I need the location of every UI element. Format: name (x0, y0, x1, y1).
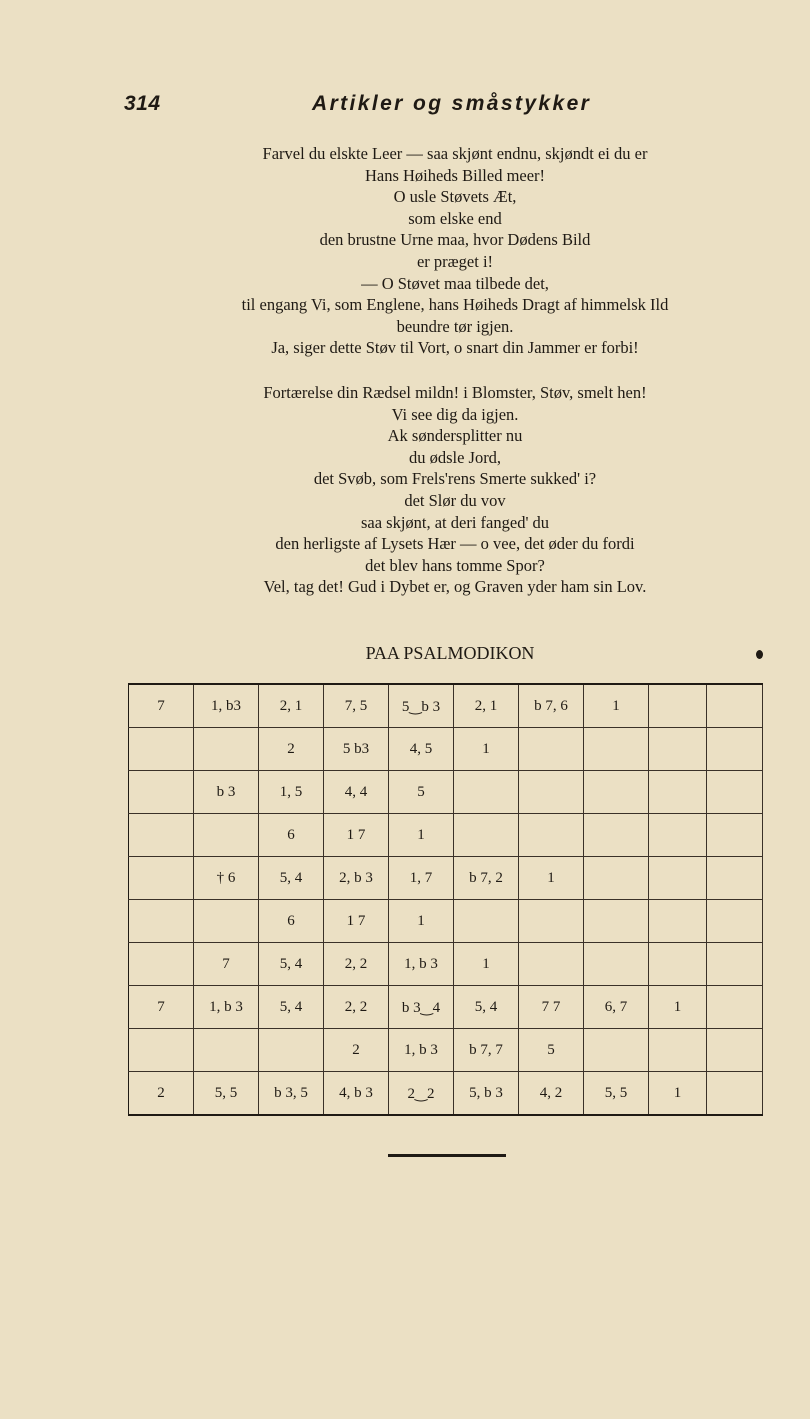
table-cell (129, 857, 194, 900)
table-row (129, 684, 763, 728)
table-cell: 5, b 3 (454, 1072, 519, 1116)
table-cell (194, 900, 259, 943)
table-cell: 2 (259, 728, 324, 771)
table-cell (454, 771, 519, 814)
page-header (0, 90, 810, 120)
table-cell: 2, 1 (259, 684, 324, 728)
table-cell (649, 857, 707, 900)
table-cell (194, 1029, 259, 1072)
running-title: Artikler og småstykker (312, 92, 592, 115)
table-cell: 1, b 3 (389, 943, 454, 986)
table-cell: 4, b 3 (324, 1072, 389, 1116)
table-cell (707, 1029, 763, 1072)
table-cell: 5 b3 (324, 728, 389, 771)
table-cell (584, 814, 649, 857)
table-cell: b 7, 6 (519, 684, 584, 728)
table-cell (649, 684, 707, 728)
poem-line: — O Støvet maa tilbede det, (361, 273, 549, 293)
table-cell: 1 (454, 943, 519, 986)
table-cell (649, 728, 707, 771)
page-number: 314 (124, 92, 161, 115)
table-cell (649, 943, 707, 986)
table-cell (259, 1029, 324, 1072)
table-cell (129, 943, 194, 986)
table-cell: 1 (389, 900, 454, 943)
table-cell: b 7, 2 (454, 857, 519, 900)
poem-line: Ak søndersplitter nu (387, 426, 523, 446)
table-cell: 7 (129, 684, 194, 728)
table-cell: 1 7 (324, 814, 389, 857)
table-cell: 7 (194, 943, 259, 986)
table-cell: 4, 2 (519, 1072, 584, 1116)
table-cell (584, 943, 649, 986)
table-cell (649, 900, 707, 943)
table-cell (649, 1029, 707, 1072)
table-cell (519, 771, 584, 814)
table-cell: 1, 5 (259, 771, 324, 814)
bullet-mark (756, 650, 763, 659)
poem-line: er præget i! (416, 251, 494, 271)
table-cell: 1, b 3 (389, 1029, 454, 1072)
psalmodikon-table (128, 683, 763, 1116)
table-row (129, 771, 763, 814)
table-cell: 4, 4 (324, 771, 389, 814)
table-cell: 2, 2 (324, 986, 389, 1029)
table-cell (707, 814, 763, 857)
table-cell (519, 728, 584, 771)
table-cell: 1, b3 (194, 684, 259, 728)
table-cell (584, 857, 649, 900)
poem-line: beundre tør igjen. (396, 316, 514, 336)
poem-line: Farvel du elskte Leer — saa skjønt endnu, skjøndt ei du er (262, 144, 648, 163)
table-cell: 2, b 3 (324, 857, 389, 900)
table-cell (707, 943, 763, 986)
table-cell (649, 771, 707, 814)
poem-line: som elske end (408, 208, 502, 228)
table-cell (707, 900, 763, 943)
poem-line: til engang Vi, som Englene, hans Høiheds Dragt af himmelsk Ild (241, 295, 669, 315)
table-cell (194, 814, 259, 857)
table-cell: 5, 5 (584, 1072, 649, 1116)
table-cell: † 6 (194, 857, 259, 900)
table-cell: 2 (324, 1029, 389, 1072)
table-cell: 1 (519, 857, 584, 900)
table-cell (519, 943, 584, 986)
poem-line: det Svøb, som Frels'rens Smerte sukked' i? (313, 469, 597, 489)
table-cell: 5, 4 (259, 986, 324, 1029)
table-cell (129, 771, 194, 814)
table-cell: 6 (259, 900, 324, 943)
table-cell (454, 900, 519, 943)
table-row (129, 943, 763, 986)
table-cell (707, 684, 763, 728)
table-cell: 6 (259, 814, 324, 857)
table-cell (707, 771, 763, 814)
table-cell: 1 (649, 1072, 707, 1116)
poem-line: O usle Støvets Æt, (393, 187, 517, 207)
table-cell: 7, 5 (324, 684, 389, 728)
poem-stanza-1 (130, 143, 780, 359)
table-cell: 2‿2 (389, 1072, 454, 1116)
table-cell (129, 900, 194, 943)
table-cell (707, 986, 763, 1029)
table-cell: 7 7 (519, 986, 584, 1029)
poem-line: den brustne Urne maa, hvor Dødens Bild (319, 230, 591, 250)
table-cell (584, 728, 649, 771)
table-cell: b 3, 5 (259, 1072, 324, 1116)
table-row (129, 986, 763, 1029)
table-row (129, 728, 763, 771)
table-cell: 2, 1 (454, 684, 519, 728)
table-row (129, 900, 763, 943)
table-cell: 5‿b 3 (389, 684, 454, 728)
table-cell: 1 7 (324, 900, 389, 943)
poem-line: Vel, tag det! Gud i Dybet er, og Graven yder ham sin Lov. (263, 577, 647, 597)
table-cell: 5, 5 (194, 1072, 259, 1116)
table-title: PAA PSALMODIKON (365, 643, 535, 663)
table-cell: 7 (129, 986, 194, 1029)
poem-line: Vi see dig da igjen. (391, 404, 519, 424)
table-cell (707, 857, 763, 900)
table-cell (649, 814, 707, 857)
table-row (129, 1072, 763, 1116)
table-cell (519, 814, 584, 857)
poem-line: Ja, siger dette Støv til Vort, o snart din Jammer er forbi! (271, 338, 639, 358)
poem-line: saa skjønt, at deri fanged' du (360, 512, 550, 532)
table-cell (454, 814, 519, 857)
table-cell (707, 728, 763, 771)
table-cell: 5 (389, 771, 454, 814)
table-cell: 4, 5 (389, 728, 454, 771)
table-cell (194, 728, 259, 771)
table-cell (129, 1029, 194, 1072)
poem-line: det Slør du vov (404, 490, 506, 510)
table-cell (519, 900, 584, 943)
table-cell: 1 (454, 728, 519, 771)
table-cell: 5, 4 (259, 857, 324, 900)
table-cell: b 3 (194, 771, 259, 814)
table-cell (129, 814, 194, 857)
table-cell: b 7, 7 (454, 1029, 519, 1072)
table-cell: 5 (519, 1029, 584, 1072)
poem-line: det blev hans tomme Spor? (365, 555, 545, 575)
table-cell: 6, 7 (584, 986, 649, 1029)
poem-line: den herligste af Lysets Hær — o vee, det øder du fordi (275, 534, 635, 554)
table-row (129, 1029, 763, 1072)
table-cell: b 3‿4 (389, 986, 454, 1029)
table-cell: 2 (129, 1072, 194, 1116)
table-row (129, 814, 763, 857)
table-cell: 2, 2 (324, 943, 389, 986)
table-cell: 1, 7 (389, 857, 454, 900)
table-cell: 1, b 3 (194, 986, 259, 1029)
table-cell (584, 771, 649, 814)
poem-line: Hans Høiheds Billed meer! (364, 165, 546, 185)
end-rule (388, 1154, 506, 1157)
table-cell: 1 (389, 814, 454, 857)
table-cell: 5, 4 (454, 986, 519, 1029)
table-row (129, 857, 763, 900)
poem-stanza-2 (130, 382, 780, 598)
table-cell: 5, 4 (259, 943, 324, 986)
poem-line: du ødsle Jord, (408, 447, 502, 467)
table-cell (584, 1029, 649, 1072)
table-cell (584, 900, 649, 943)
poem-line: Fortærelse din Rædsel mildn! i Blomster, Støv, smelt hen! (263, 383, 647, 402)
table-cell: 1 (584, 684, 649, 728)
table-cell (707, 1072, 763, 1116)
table-cell (129, 728, 194, 771)
table-cell: 1 (649, 986, 707, 1029)
